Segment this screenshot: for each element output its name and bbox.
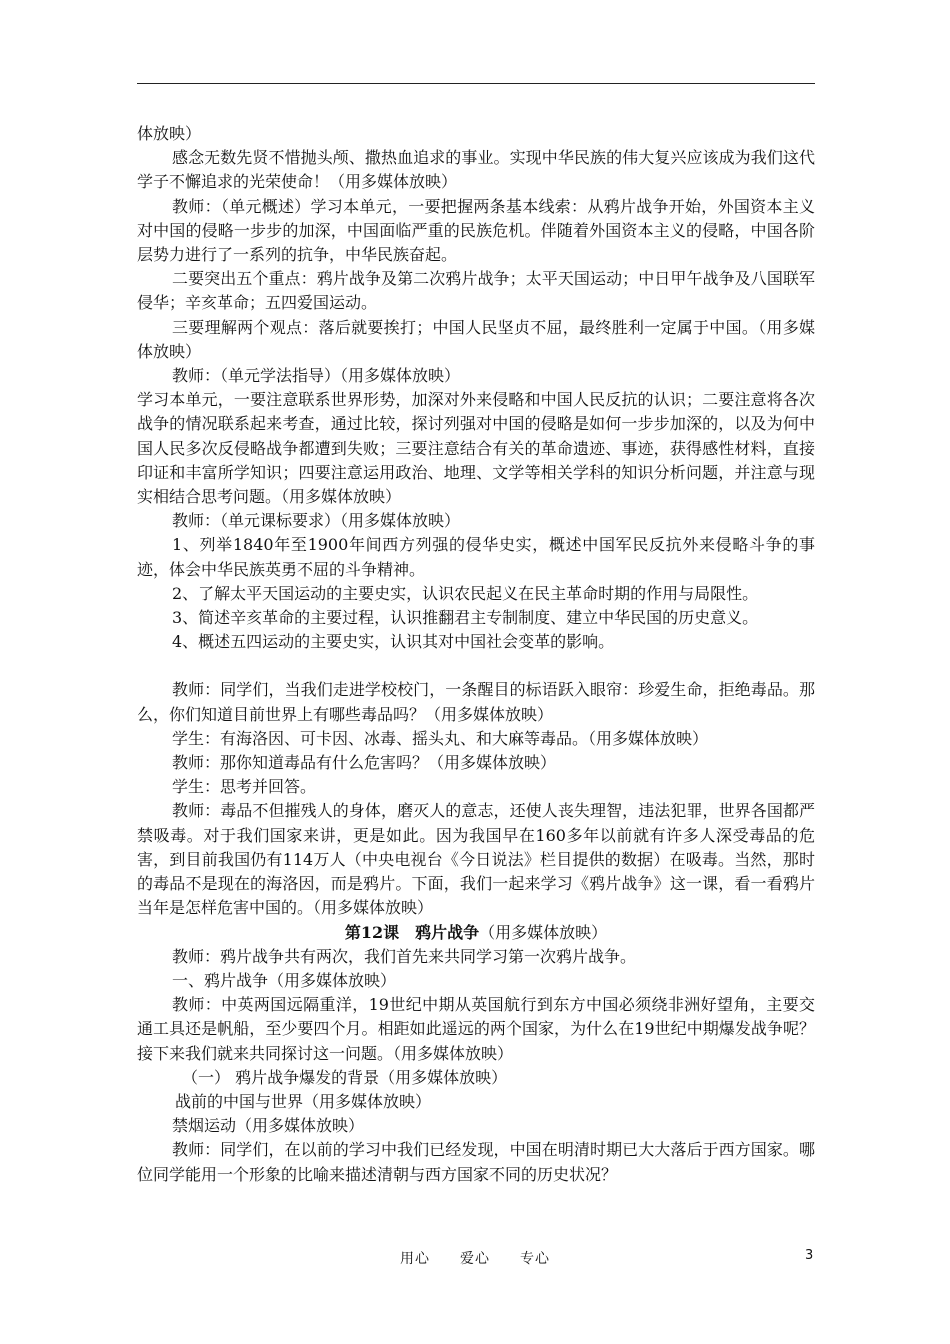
subsection-item: 禁烟运动（用多媒体放映） (172, 1116, 365, 1136)
paragraph: 体放映） (137, 124, 202, 143)
paragraph: 教师：中英两国远隔重洋，19世纪中期从英国航行到东方中国必须绕非洲好望角，主要交通工具还是帆船，至少要四个月。相距如此遥远的两个国家，为什么在19世纪中期爆发战争呢？接下来我们就来共同探讨这一问题。（用多媒体放映） (137, 995, 815, 1063)
header-rule (137, 83, 815, 84)
lesson-title-suffix: （用多媒体放映） (479, 922, 608, 942)
paragraph: 学生：有海洛因、可卡因、冰毒、摇头丸、和大麻等毒品。（用多媒体放映） (172, 728, 709, 748)
paragraph: 教师：那你知道毒品有什么危害吗？（用多媒体放映） (172, 753, 557, 773)
subsection-heading: （一） 鸦片战争爆发的背景（用多媒体放映） (182, 1067, 508, 1087)
paragraph: 学生：思考并回答。 (172, 777, 317, 797)
paragraph: 感念无数先贤不惜抛头颅、撒热血追求的事业。实现中华民族的伟大复兴应该成为我们这代学子不懈追求的光荣使命！（用多媒体放映） (137, 148, 815, 192)
paragraph: 二要突出五个重点：鸦片战争及第二次鸦片战争；太平天国运动；中日甲午战争及八国联军侵华；辛亥革命；五四爱国运动。 (137, 269, 815, 313)
list-item: 3、简述辛亥革命的主要过程，认识推翻君主专制制度、建立中华民国的历史意义。 (172, 608, 759, 628)
paragraph: 学习本单元，一要注意联系世界形势，加深对外来侵略和中国人民反抗的认识；二要注意将各次战争的情况联系起来考查，通过比较，探讨列强对中国的侵略是如何一步步加深的，以及为何中国人民多次反侵略战争都遭到失败；三要注意结合有关的革命遗迹、事迹，获得感性材料，直接印证和丰富所学知识；四要注意运用政治、地理、文学等相关学科的知识分析问题，并注意与现实相结合思考问题。（用多媒体放映） (137, 390, 815, 507)
section-heading: 一、鸦片战争（用多媒体放映） (172, 970, 397, 990)
document-body (137, 122, 815, 1187)
paragraph: 三要理解两个观点：落后就要挨打；中国人民坚贞不屈，最终胜利一定属于中国。（用多媒体放映） (137, 317, 815, 361)
lesson-title-main: 第12课 鸦片战争 (344, 922, 480, 942)
list-item: 4、概述五四运动的主要史实，认识其对中国社会变革的影响。 (172, 632, 615, 652)
blank-line (137, 654, 815, 678)
paragraph: 教师：（单元概述）学习本单元，一要把握两条基本线索：从鸦片战争开始，外国资本主义对中国的侵略一步步的加深，中国面临严重的民族危机。伴随着外国资本主义的侵略，中国各阶层势力进行了一系列的抗争，中华民族奋起。 (137, 196, 815, 265)
lesson-title (137, 921, 815, 945)
paragraph: 教师：鸦片战争共有两次，我们首先来共同学习第一次鸦片战争。 (172, 946, 637, 966)
list-item: 2、了解太平天国运动的主要史实，认识农民起义在民主革命时期的作用与局限性。 (172, 583, 759, 603)
list-item: 1、列举1840年至1900年间西方列强的侵华史实，概述中国军民反抗外来侵略斗争的事迹，体会中华民族英勇不屈的斗争精神。 (137, 535, 815, 579)
subsection-item: 战前的中国与世界（用多媒体放映） (175, 1091, 432, 1111)
paragraph: 教师：毒品不但摧残人的身体，磨灭人的意志，还使人丧失理智，违法犯罪，世界各国都严禁吸毒。对于我们国家来讲，更是如此。因为我国早在160多年以前就有许多人深受毒品的危害，到目前我国仍有114万人（中央电视台《今日说法》栏目提供的数据）在吸毒。当然，那时的毒品不是现在的海洛因，而是鸦片。下面，我们一起来学习《鸦片战争》这一课，看一看鸦片当年是怎样危害中国的。（用多媒体放映） (137, 801, 815, 918)
paragraph: 教师：（单元学法指导）（用多媒体放映） (172, 366, 461, 386)
paragraph: 教师：同学们，在以前的学习中我们已经发现，中国在明清时期已大大落后于西方国家。哪位同学能用一个形象的比喻来描述清朝与西方国家不同的历史状况？ (137, 1140, 815, 1184)
paragraph: 教师：（单元课标要求）（用多媒体放映） (172, 511, 461, 531)
page-number: 3 (805, 1248, 814, 1263)
paragraph: 教师：同学们，当我们走进学校校门，一条醒目的标语跃入眼帘：珍爱生命，拒绝毒品。那么，你们知道目前世界上有哪些毒品吗？（用多媒体放映） (137, 680, 815, 724)
footer-motto: 用心 爱心 专心 (400, 1251, 550, 1267)
